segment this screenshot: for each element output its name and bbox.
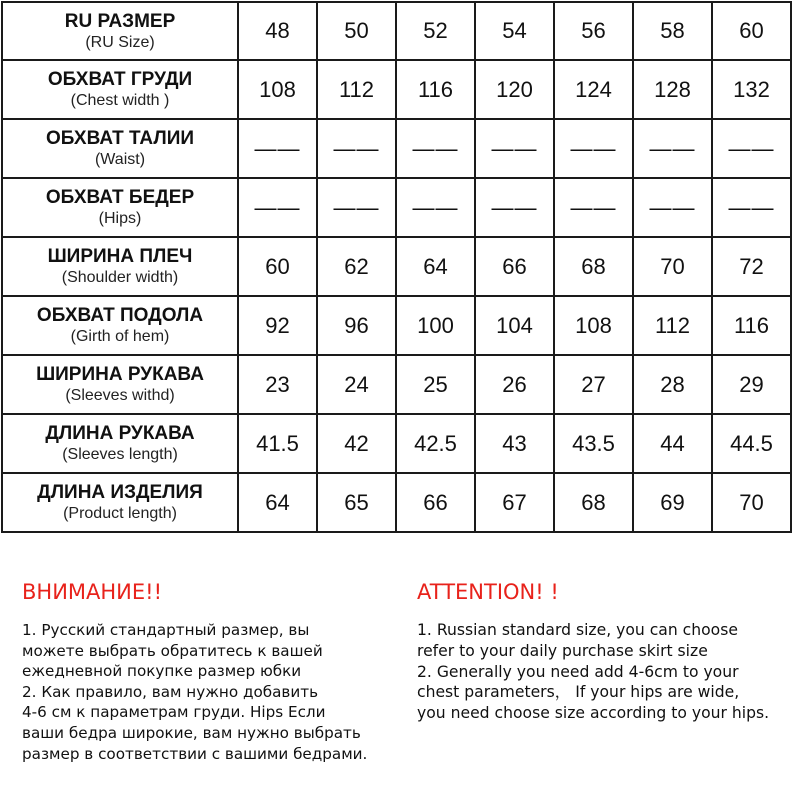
row-label-cell <box>2 119 238 178</box>
size-cell: 54 <box>475 2 554 60</box>
value-cell: —— <box>633 119 712 178</box>
row-label-ru: ДЛИНА РУКАВА <box>45 423 195 444</box>
value-cell: —— <box>633 178 712 237</box>
value-cell: 44 <box>633 414 712 473</box>
table-row <box>2 473 791 532</box>
size-cell: 50 <box>317 2 396 60</box>
value-cell: 25 <box>396 355 475 414</box>
notice-line: 1. Russian standard size, you can choose <box>417 621 738 639</box>
value-cell: 28 <box>633 355 712 414</box>
value-cell: 43 <box>475 414 554 473</box>
value-cell: 67 <box>475 473 554 532</box>
value-cell: 92 <box>238 296 317 355</box>
value-cell: 128 <box>633 60 712 119</box>
value-cell: —— <box>396 178 475 237</box>
size-table <box>1 1 792 533</box>
row-label-cell <box>2 178 238 237</box>
notice-line: 4-6 см к параметрам груди. Hips Если <box>22 703 326 722</box>
value-cell: 26 <box>475 355 554 414</box>
value-cell: —— <box>317 178 396 237</box>
value-cell: 60 <box>238 237 317 296</box>
value-cell: 64 <box>238 473 317 532</box>
value-cell: —— <box>317 119 396 178</box>
row-label-ru: RU РАЗМЕР <box>64 10 176 32</box>
value-cell: 112 <box>317 60 396 119</box>
value-cell: —— <box>238 178 317 237</box>
row-label-en: (RU Size) <box>85 33 155 51</box>
row-label-cell <box>2 237 238 296</box>
value-cell: 108 <box>554 296 633 355</box>
value-cell: 66 <box>396 473 475 532</box>
value-cell: 116 <box>712 296 791 355</box>
value-cell: 68 <box>554 237 633 296</box>
value-cell: 104 <box>475 296 554 355</box>
row-label-en: (Sleeves length) <box>62 446 178 463</box>
row-label-ru: ОБХВАТ ПОДОЛА <box>36 305 204 326</box>
table-row <box>2 237 791 296</box>
value-cell: 24 <box>317 355 396 414</box>
row-label-ru: ОБХВАТ ГРУДИ <box>47 69 193 90</box>
table-header-row <box>2 2 791 60</box>
value-cell: 42.5 <box>396 414 475 473</box>
value-cell: 43.5 <box>554 414 633 473</box>
row-label-en: (Chest width ) <box>70 92 170 109</box>
row-label-ru: ШИРИНА РУКАВА <box>36 364 204 385</box>
row-label-ru: ОБХВАТ БЕДЕР <box>45 187 195 208</box>
value-cell: 29 <box>712 355 791 414</box>
notice-english <box>417 578 797 724</box>
value-cell: 132 <box>712 60 791 119</box>
row-label-en: (Shoulder width) <box>61 269 179 286</box>
size-cell: 52 <box>396 2 475 60</box>
size-cell: 48 <box>238 2 317 60</box>
header-label-cell <box>2 2 238 60</box>
value-cell: 66 <box>475 237 554 296</box>
value-cell: 69 <box>633 473 712 532</box>
value-cell: 70 <box>712 473 791 532</box>
notice-line: 2. Как правило, вам нужно добавить <box>22 682 319 701</box>
value-cell: 23 <box>238 355 317 414</box>
row-label-cell <box>2 473 238 532</box>
notice-line: размер в соответствии с вашими бедрами. <box>22 744 368 763</box>
table-row <box>2 178 791 237</box>
table-row <box>2 355 791 414</box>
notice-russian <box>22 578 402 764</box>
value-cell: 96 <box>317 296 396 355</box>
table-row <box>2 119 791 178</box>
notice-line: 1. Русский стандартный размер, вы <box>22 621 310 639</box>
table-row <box>2 60 791 119</box>
value-cell: 42 <box>317 414 396 473</box>
value-cell: 41.5 <box>238 414 317 473</box>
value-cell: 124 <box>554 60 633 119</box>
value-cell: 112 <box>633 296 712 355</box>
row-label-cell <box>2 414 238 473</box>
value-cell: —— <box>238 119 317 178</box>
size-cell: 58 <box>633 2 712 60</box>
row-label-cell <box>2 296 238 355</box>
value-cell: 44.5 <box>712 414 791 473</box>
value-cell: 100 <box>396 296 475 355</box>
value-cell: 68 <box>554 473 633 532</box>
value-cell: —— <box>712 119 791 178</box>
value-cell: 120 <box>475 60 554 119</box>
table-row <box>2 414 791 473</box>
row-label-ru: ОБХВАТ ТАЛИИ <box>45 128 195 149</box>
value-cell: 108 <box>238 60 317 119</box>
value-cell: 65 <box>317 473 396 532</box>
value-cell: 27 <box>554 355 633 414</box>
notice-title: ATTENTION! ! <box>417 580 559 604</box>
value-cell: —— <box>554 178 633 237</box>
value-cell: 64 <box>396 237 475 296</box>
row-label-en: (Product length) <box>63 505 177 522</box>
value-cell: 62 <box>317 237 396 296</box>
notice-line: ваши бедра широкие, вам нужно выбрать <box>22 723 361 742</box>
value-cell: 72 <box>712 237 791 296</box>
row-label-cell <box>2 60 238 119</box>
row-label-ru: ДЛИНА ИЗДЕЛИЯ <box>37 482 203 503</box>
value-cell: —— <box>554 119 633 178</box>
notice-title: ВНИМАНИЕ!! <box>22 580 162 604</box>
size-cell: 56 <box>554 2 633 60</box>
notice-line: you need choose size according to your hips. <box>417 704 770 723</box>
row-label-en: (Waist) <box>94 151 146 168</box>
notice-line: 2. Generally you need add 4-6cm to your <box>417 662 739 681</box>
row-label-en: (Hips) <box>98 210 142 227</box>
table-row <box>2 296 791 355</box>
value-cell: —— <box>712 178 791 237</box>
value-cell: 70 <box>633 237 712 296</box>
row-label-en: (Girth of hem) <box>70 328 170 345</box>
value-cell: —— <box>475 119 554 178</box>
value-cell: —— <box>396 119 475 178</box>
notice-line: refer to your daily purchase skirt size <box>417 641 708 660</box>
row-label-ru: ШИРИНА ПЛЕЧ <box>47 246 193 267</box>
value-cell: —— <box>475 178 554 237</box>
row-label-cell <box>2 355 238 414</box>
notice-line: ежедневной покупке размер юбки <box>22 662 302 681</box>
row-label-en: (Sleeves withd) <box>65 387 175 404</box>
notice-line: можете выбрать обратитесь к вашей <box>22 641 323 660</box>
size-cell: 60 <box>712 2 791 60</box>
value-cell: 116 <box>396 60 475 119</box>
notice-line: chest parameters， If your hips are wide, <box>417 683 740 702</box>
